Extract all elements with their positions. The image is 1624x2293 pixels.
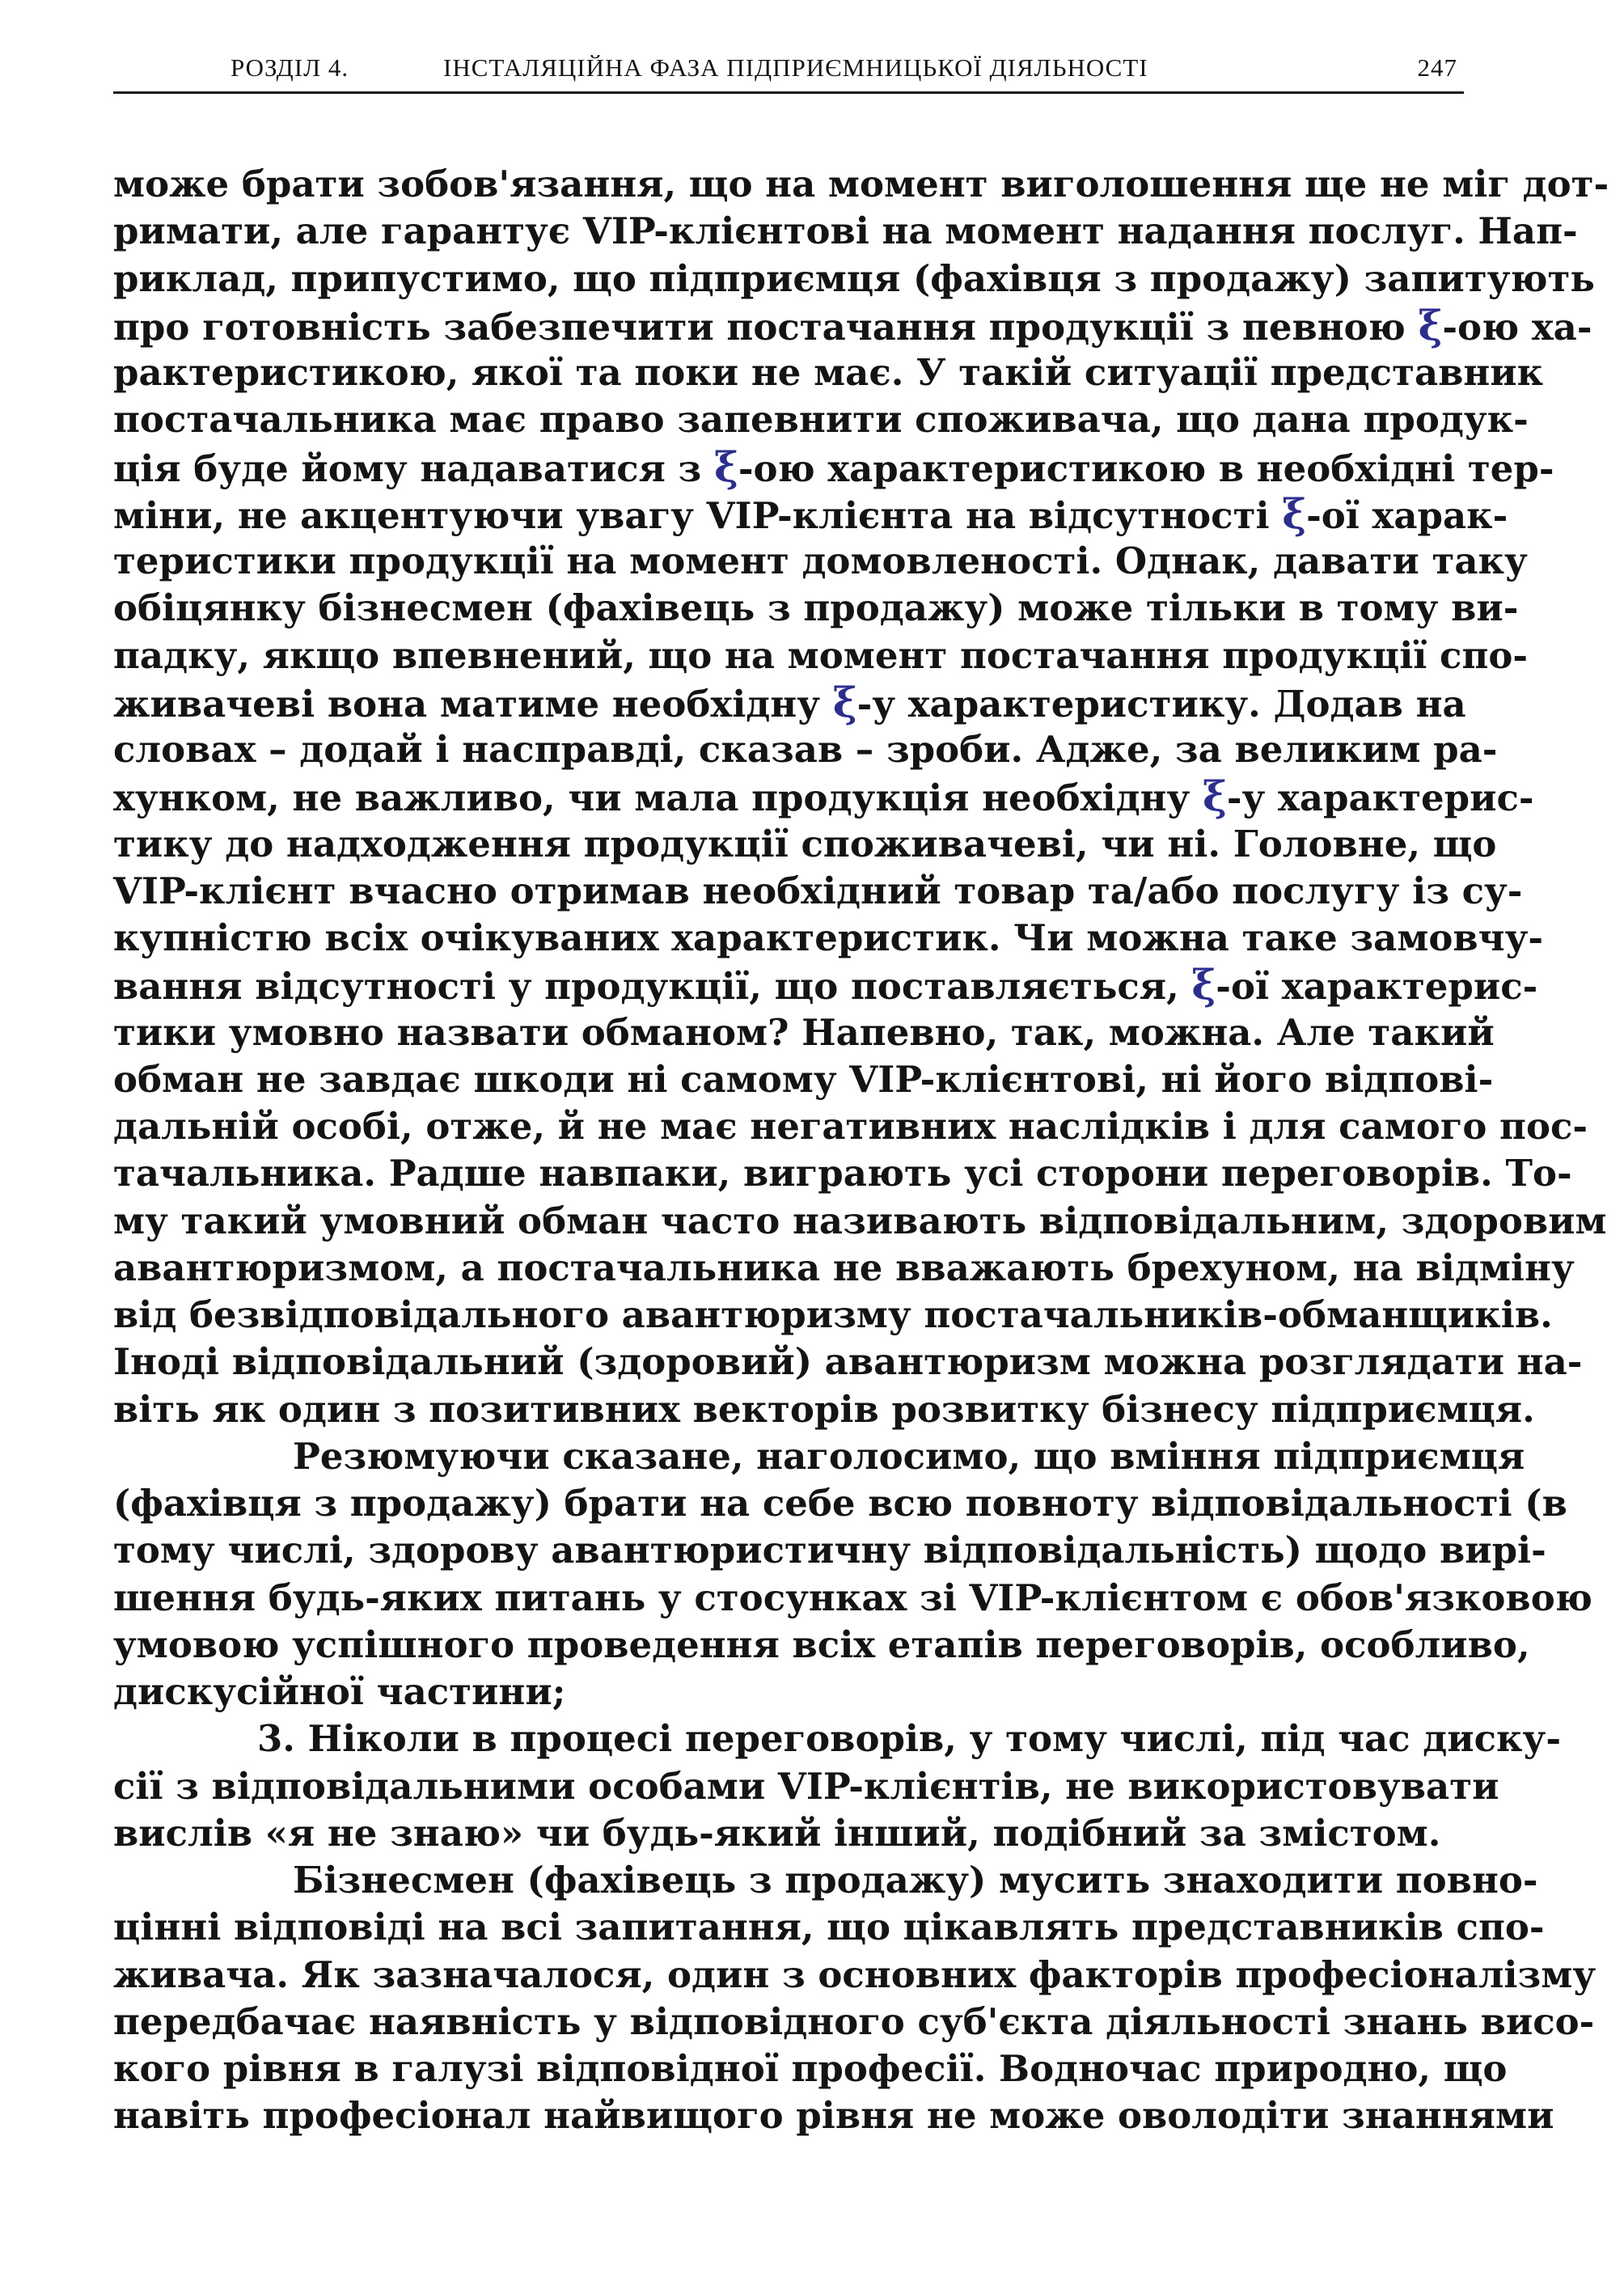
text-line: [113, 632, 1529, 679]
xi-symbol: ξ: [713, 442, 738, 491]
text-line: [113, 1339, 1583, 1386]
text-segment: від безвідповідального авантюризму постачальників-обманщиків.: [113, 1293, 1553, 1336]
text-segment: віть як один з позитивних векторів розвитку бізнесу підприємця.: [113, 1387, 1535, 1431]
text-line: [113, 915, 1544, 962]
text-line: [113, 772, 1534, 821]
text-line: [113, 442, 1554, 491]
text-segment: дискусійної частини;: [113, 1670, 566, 1713]
text-segment: -у характерис-: [1226, 776, 1534, 820]
text-line: [113, 1999, 1595, 2046]
text-segment: -ою ха-: [1442, 305, 1592, 349]
text-segment: рактеристикою, якої та поки не має. У такій ситуації представник: [113, 351, 1544, 394]
text-segment: про готовність забезпечити постачання продукції з певною: [113, 305, 1419, 349]
text-line: [113, 1009, 1495, 1056]
text-line: [113, 1245, 1575, 1292]
xi-symbol: ξ: [1418, 301, 1443, 349]
text-segment: -у характеристику. Додав на: [856, 682, 1466, 726]
text-line: [113, 2046, 1508, 2092]
text-segment: навіть професіонал найвищого рівня не може оволодіти знаннями: [113, 2094, 1554, 2138]
text-segment: Бізнесмен (фахівець з продажу) мусить знаходити повно-: [293, 1859, 1538, 1902]
text-line: [113, 726, 1498, 773]
chapter-label: РОЗДІЛ 4.: [230, 53, 349, 82]
text-segment: умовою успішного проведення всіх етапів переговорів, особливо,: [113, 1622, 1530, 1666]
text-segment: Резюмуючи сказане, наголосимо, що вміння підприємця: [293, 1434, 1525, 1478]
text-segment: передбачає наявність у відповідного суб'єкта діяльності знань висо-: [113, 1999, 1595, 2043]
text-line: [113, 256, 1595, 302]
text-segment: хунком, не важливо, чи мала продукція необхідну: [113, 776, 1203, 820]
text-segment: VIP-клієнт вчасно отримав необхідний товар та/або послугу із су-: [113, 869, 1523, 912]
text-line: [113, 1952, 1597, 1999]
text-line: [113, 1575, 1592, 1622]
text-line: [113, 301, 1592, 349]
text-segment: авантюризмом, а постачальника не вважають брехуном, на відміну: [113, 1246, 1575, 1289]
text-segment: обман не завдає шкоди ні самому VIP-клієнтові, ні його відпові-: [113, 1057, 1494, 1101]
text-line: [113, 868, 1523, 915]
text-line: [113, 208, 1578, 255]
text-line: [113, 1433, 1525, 1480]
text-line: [113, 1857, 1538, 1904]
chapter-title: ІНСТАЛЯЦІЙНА ФАЗА ПІДПРИЄМНИЦЬКОЇ ДІЯЛЬНОСТІ: [443, 53, 1148, 82]
text-segment: тику до надходження продукції споживачеві, чи ні. Головне, що: [113, 822, 1497, 865]
text-line: [113, 585, 1519, 632]
text-segment: Іноді відповідальний (здоровий) авантюризм можна розглядати на-: [113, 1340, 1583, 1384]
text-segment: вислів «я не знаю» чи будь-який інший, подібний за змістом.: [113, 1811, 1441, 1855]
text-line: [113, 961, 1538, 1009]
text-segment: му такий умовний обман часто називають відповідальним, здоровим: [113, 1199, 1607, 1242]
text-segment: падку, якщо впевнений, що на момент постачання продукції спо-: [113, 633, 1529, 677]
text-segment: (фахівця з продажу) брати на себе всю повноту відповідальності (в: [113, 1482, 1567, 1525]
text-line: [113, 1669, 1464, 1716]
text-segment: тому числі, здорову авантюристичну відповідальність) щодо вирі-: [113, 1529, 1546, 1572]
text-line: [113, 1622, 1530, 1669]
text-line: [113, 1480, 1567, 1527]
text-segment: дальній особі, отже, й не має негативних наслідків і для самого пос-: [113, 1105, 1588, 1148]
text-line: [113, 1763, 1499, 1810]
text-segment: міни, не акцентуючи увагу VIP-клієнта на відсутності: [113, 493, 1283, 537]
text-line: [113, 1198, 1607, 1245]
text-segment: тики умовно назвати обманом? Напевно, так, можна. Але такий: [113, 1010, 1495, 1054]
text-segment: 3. Ніколи в процесі переговорів, у тому числі, під час диску-: [257, 1717, 1562, 1761]
text-segment: -ої характерис-: [1216, 965, 1538, 1009]
text-line: [113, 679, 1464, 726]
text-segment: кого рівня в галузі відповідної професії. Водночас природно, що: [113, 2047, 1508, 2090]
text-line: [113, 1716, 1562, 1762]
page-number: 247: [1417, 53, 1457, 82]
body-text: [113, 161, 1609, 2140]
xi-symbol: ξ: [1282, 489, 1307, 538]
running-header: [113, 50, 1464, 94]
text-line: [113, 2092, 1554, 2139]
text-segment: живача. Як зазначалося, один з основних факторів професіоналізму: [113, 1952, 1597, 1996]
text-line: [113, 821, 1497, 868]
text-segment: риклад, припустимо, що підприємця (фахівця з продажу) запитують: [113, 256, 1595, 300]
text-line: [113, 489, 1508, 538]
text-segment: шення будь-яких питань у стосунках зі VIP-клієнтом є обов'язковою: [113, 1576, 1592, 1619]
text-segment: римати, але гарантує VIP-клієнтові на момент надання послуг. Нап-: [113, 209, 1578, 253]
text-line: [113, 161, 1609, 208]
text-segment: обіцянку бізнесмен (фахівець з продажу) може тільки в тому ви-: [113, 586, 1519, 630]
text-segment: може брати зобов'язання, що на момент виголошення ще не міг дот-: [113, 163, 1609, 205]
text-line: [113, 1103, 1588, 1150]
xi-symbol: ξ: [1191, 961, 1216, 1009]
text-line: [113, 1810, 1464, 1857]
text-line: [113, 1527, 1546, 1574]
text-segment: живачеві вона матиме необхідну: [113, 682, 833, 726]
text-line: [113, 1904, 1545, 1951]
text-line: [113, 1386, 1535, 1433]
text-line: [113, 396, 1529, 443]
text-segment: вання відсутності у продукції, що поставляється,: [113, 965, 1192, 1009]
text-segment: постачальника має право запевнити споживача, що дана продук-: [113, 398, 1529, 442]
text-segment: теристики продукції на момент домовленості. Однак, давати таку: [113, 539, 1528, 582]
text-segment: ція буде йому надаватися з: [113, 446, 714, 490]
text-segment: -ою характеристикою в необхідні тер-: [738, 446, 1554, 490]
text-segment: сії з відповідальними особами VIP-клієнтів, не використовувати: [113, 1764, 1499, 1808]
text-segment: тачальника. Радше навпаки, виграють усі сторони переговорів. То-: [113, 1152, 1572, 1195]
text-line: [113, 1292, 1553, 1339]
text-segment: словах – додай і насправді, сказав – зроби. Адже, за великим ра-: [113, 728, 1498, 771]
text-line: [113, 538, 1528, 585]
text-segment: цінні відповіді на всі запитання, що цікавлять представників спо-: [113, 1906, 1545, 1949]
xi-symbol: ξ: [1203, 772, 1227, 821]
text-line: [113, 1150, 1572, 1197]
text-line: [113, 349, 1544, 396]
text-line: [113, 1056, 1494, 1103]
text-segment: -ої харак-: [1306, 493, 1508, 537]
text-segment: купністю всіх очікуваних характеристик. Чи можна таке замовчу-: [113, 916, 1544, 959]
xi-symbol: ξ: [832, 678, 857, 726]
